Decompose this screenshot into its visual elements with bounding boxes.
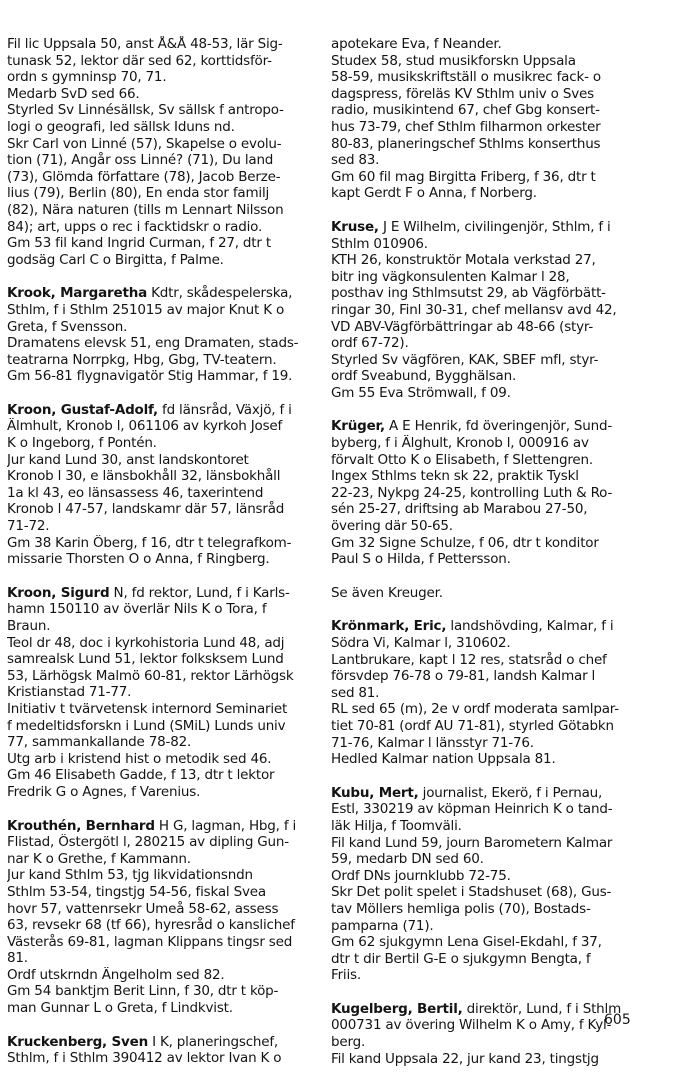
- entry: [7, 1034, 305, 1067]
- entry-line: Krönmark, Eric, landshövding, Kalmar, f i: [331, 618, 614, 635]
- entry-line: tav Möllers hemliga polis (70), Bostads-: [331, 900, 591, 917]
- entry: [331, 785, 631, 984]
- entry-name: Kroon, Sigurd: [7, 584, 110, 601]
- entry-line: Gm 46 Elisabeth Gadde, f 13, dtr t lektor: [7, 767, 275, 784]
- entry-line: apotekare Eva, f Neander.: [331, 36, 502, 52]
- entry-line: 63, revsekr 68 (tf 66), hyresråd o kanslichef: [7, 917, 295, 934]
- entry-name: Kroon, Gustaf-Adolf,: [7, 401, 158, 418]
- entry-line: Se även Kreuger.: [331, 584, 443, 601]
- entry-line: försvdep 76-78 o 79-81, landsh Kalmar l: [331, 668, 596, 685]
- entry-line: 1a kl 43, eo länsassess 46, taxerintend: [7, 484, 264, 501]
- entry-line: VD ABV-Vägförbättringar ab 48-66 (styr-: [331, 318, 594, 335]
- entry-line: Skr Det polit spelet i Stadshuset (68), Gus-: [331, 884, 612, 901]
- entry-line: Medarb SvD sed 66.: [7, 85, 140, 102]
- entry-line: f medeltidsforskn i Lund (SMiL) Lunds univ: [7, 717, 286, 734]
- entry-line: sed 81.: [331, 684, 380, 701]
- entry-name: Krüger,: [331, 418, 385, 435]
- entry-name: Krook, Margaretha: [7, 285, 148, 302]
- entry-line: Kruckenberg, Sven I K, planeringschef,: [7, 1033, 279, 1050]
- entry-line: Sthlm 53-54, tingstjg 54-56, fiskal Svea: [7, 883, 266, 900]
- entry-line: Krook, Margaretha Kdtr, skådespelerska,: [7, 285, 293, 302]
- entry: [7, 402, 305, 568]
- entry-line: 80-83, planeringschef Sthlms konserthus: [331, 135, 601, 152]
- entry-line: dtr t dir Bertil G-E o sjukgymn Bengta, f: [331, 950, 591, 967]
- entry-line: Hedled Kalmar nation Uppsala 81.: [331, 751, 556, 768]
- entry-line: övering där 50-65.: [331, 518, 453, 535]
- entry-line: nar K o Grethe, f Kammann.: [7, 850, 191, 867]
- entry-name: Krouthén, Bernhard: [7, 817, 155, 834]
- entry-line: 71-72.: [7, 518, 50, 535]
- entry-line: Initiativ t tvärvetensk internord Seminariet: [7, 700, 288, 717]
- entry-line: 000731 av övering Wilhelm K o Amy, f Kyl-: [331, 1017, 612, 1034]
- entry-line: (73), Glömda författare (78), Jacob Berze-: [7, 168, 281, 185]
- entry-line: Teol dr 48, doc i kyrkohistoria Lund 48, adj: [7, 634, 285, 651]
- entry-line: Gm 60 fil mag Birgitta Friberg, f 36, dtr t: [331, 168, 596, 185]
- entry-line: byberg, f i Älghult, Kronob l, 000916 av: [331, 435, 589, 452]
- entry-line: Gm 62 sjukgymn Lena Gisel-Ekdahl, f 37,: [331, 934, 602, 951]
- entry-line: Studex 58, stud musikforskn Uppsala: [331, 52, 576, 69]
- entry-line: Estl, 330219 av köpman Heinrich K o tand-: [331, 801, 613, 818]
- entry-line: Lantbrukare, kapt l 12 res, statsråd o chef: [331, 651, 607, 668]
- entry-line: Flistad, Östergötl l, 280215 av dipling Gun-: [7, 834, 289, 851]
- entry-line: samrealsk Lund 51, lektor folksksem Lund: [7, 651, 284, 668]
- entry-line: 59, medarb DN sed 60.: [331, 851, 484, 868]
- entry-line: 81.: [7, 950, 28, 967]
- entry-line: ordn s gymninsp 70, 71.: [7, 69, 167, 86]
- entry-line: dagspress, föreläs KV Sthlm univ o Sves: [331, 85, 594, 102]
- entry: [7, 585, 305, 801]
- entry-line: Ordf DNs journklubb 72-75.: [331, 867, 511, 884]
- entry-line: pamparna (71).: [331, 917, 434, 934]
- entry: [331, 219, 631, 402]
- entry-line: 22-23, Nykpg 24-25, kontrolling Luth & Ro-: [331, 484, 613, 501]
- entry-line: sed 83.: [331, 152, 380, 169]
- entry-line: tion (71), Angår oss Linné? (71), Du land: [7, 152, 274, 169]
- right-column: [331, 36, 631, 1084]
- entry-line: Västerås 69-81, lagman Klippans tingsr sed: [7, 933, 293, 950]
- entry: [7, 818, 305, 1017]
- entry-name: Kubu, Mert,: [331, 784, 419, 801]
- entry: [331, 36, 631, 202]
- entry-line: hamn 150110 av överlär Nils K o Tora, f: [7, 601, 267, 618]
- entry: [331, 1001, 631, 1067]
- entry-line: Ordf utskrndn Ängelholm sed 82.: [7, 966, 225, 983]
- entry-line: berg.: [331, 1034, 366, 1051]
- entry: [7, 285, 305, 385]
- entry: [331, 585, 631, 602]
- entry-line: Styrled Sv Linnésällsk, Sv sällsk f antropo-: [7, 102, 284, 119]
- entry-line: Styrled Sv vägfören, KAK, SBEF mfl, styr-: [331, 351, 599, 368]
- entry-line: lius (79), Berlin (80), En enda stor familj: [7, 185, 270, 202]
- entry-name: Kugelberg, Bertil,: [331, 1000, 463, 1017]
- entry-line: (82), Nära naturen (tills m Lennart Nilsson: [7, 201, 284, 218]
- entry-line: Jur kand Sthlm 53, tjg likvidationsndn: [7, 867, 253, 884]
- entry-line: hus 73-79, chef Sthlm filharmon orkester: [331, 118, 601, 135]
- entry-line: Kugelberg, Bertil, direktör, Lund, f i Sthlm: [331, 1000, 622, 1017]
- entry-line: tiet 70-81 (ordf AU 71-81), styrled Götabkn: [331, 717, 614, 734]
- entry-line: Jur kand Lund 30, anst landskontoret: [7, 451, 249, 468]
- entry-line: K o Ingeborg, f Pontén.: [7, 435, 157, 452]
- entry-line: Kroon, Gustaf-Adolf, fd länsråd, Växjö, f i: [7, 401, 292, 418]
- entry-line: Sthlm 010906.: [331, 235, 428, 252]
- entry-line: Fredrik G o Agnes, f Varenius.: [7, 783, 201, 800]
- entry-line: Kronob l 30, e länsbokhåll 32, länsbokhåll: [7, 468, 281, 485]
- entry-line: hovr 57, vattenrsekr Umeå 58-62, assess: [7, 900, 279, 917]
- entry-line: Gm 54 banktjm Berit Linn, f 30, dtr t köp-: [7, 983, 279, 1000]
- entry-line: Fil kand Uppsala 22, jur kand 23, tingstjg: [331, 1050, 599, 1067]
- entry-name: Krönmark, Eric,: [331, 618, 447, 635]
- entry-line: tunask 52, lektor där sed 62, korttidsför-: [7, 52, 272, 69]
- entry-line: logi o geografi, led sällsk Iduns nd.: [7, 118, 235, 135]
- entry-line: Fil lic Uppsala 50, anst Å&Å 48-53, lär Sig-: [7, 36, 283, 52]
- entry-line: Ingex Sthlms tekn sk 22, praktik Tyskl: [331, 468, 579, 485]
- entry-line: Gm 56-81 flygnavigatör Stig Hammar, f 19.: [7, 368, 293, 385]
- entry-line: Paul S o Hilda, f Pettersson.: [331, 551, 511, 568]
- entry-line: Gm 38 Karin Öberg, f 16, dtr t telegrafkom-: [7, 534, 292, 551]
- entry-line: ringar 30, Finl 30-31, chef mellansv avd 42,: [331, 301, 617, 318]
- entry-line: Dramatens elevsk 51, eng Dramaten, stads-: [7, 335, 299, 352]
- entry-line: 71-76, Kalmar l länsstyr 71-76.: [331, 734, 534, 751]
- entry-line: RL sed 65 (m), 2e v ordf moderata samlpar-: [331, 701, 619, 718]
- entry-line: Fil kand Lund 59, journ Barometern Kalmar: [331, 834, 613, 851]
- entry: [331, 418, 631, 567]
- entry-name: Kruckenberg, Sven: [7, 1033, 148, 1050]
- entry-line: 58-59, musikskriftställ o musikrec fack- o: [331, 69, 601, 86]
- entry-line: man Gunnar L o Greta, f Lindkvist.: [7, 1000, 233, 1017]
- entry-line: förvalt Otto K o Elisabeth, f Slettengren.: [331, 451, 593, 468]
- entry-line: Kronob l 47-57, landskamr där 57, länsråd: [7, 501, 285, 518]
- page-number: 605: [604, 1012, 631, 1028]
- entry-line: Södra Vi, Kalmar l, 310602.: [331, 635, 511, 651]
- left-column: [7, 36, 305, 1084]
- entry-line: Gm 53 fil kand Ingrid Curman, f 27, dtr t: [7, 235, 271, 252]
- entry: [331, 618, 631, 767]
- entry-line: Sthlm, f i Sthlm 390412 av lektor Ivan K o: [7, 1050, 282, 1067]
- entry-line: bitr ing vägkonsulenten Kalmar l 28,: [331, 268, 570, 285]
- entry: [7, 36, 305, 268]
- entry-line: KTH 26, konstruktör Motala verkstad 27,: [331, 252, 596, 269]
- entry-line: Kruse, J E Wilhelm, civilingenjör, Sthlm, f i: [331, 218, 611, 235]
- entry-line: radio, musikintend 67, chef Gbg konsert-: [331, 102, 600, 119]
- entry-line: Krüger, A E Henrik, fd överingenjör, Sund-: [331, 418, 613, 435]
- entry-line: Gm 32 Signe Schulze, f 06, dtr t konditor: [331, 534, 599, 551]
- entry-line: godsäg Carl C o Birgitta, f Palme.: [7, 251, 224, 268]
- entry-line: Greta, f Svensson.: [7, 318, 128, 335]
- entry-line: Skr Carl von Linné (57), Skapelse o evolu-: [7, 135, 282, 152]
- entry-line: kapt Gerdt F o Anna, f Norberg.: [331, 185, 537, 202]
- entry-line: Älmhult, Kronob l, 061106 av kyrkoh Josef: [7, 418, 283, 435]
- entry-line: Gm 55 Eva Strömwall, f 09.: [331, 384, 511, 401]
- entry-line: missarie Thorsten O o Anna, f Ringberg.: [7, 551, 270, 568]
- entry-line: 53, Lärhögsk Malmö 60-81, rektor Lärhögsk: [7, 667, 294, 684]
- entry-line: Kristianstad 71-77.: [7, 684, 132, 701]
- entry-line: ordf 67-72).: [331, 335, 409, 352]
- entry-line: 84); art, upps o rec i facktidskr o radio.: [7, 218, 263, 235]
- entry-line: Friis.: [331, 967, 361, 984]
- entry-line: sén 25-27, driftsing ab Marabou 27-50,: [331, 501, 588, 518]
- entry-line: läk Hilja, f Toomväli.: [331, 817, 462, 834]
- entry-line: Sthlm, f i Sthlm 251015 av major Knut K o: [7, 301, 285, 318]
- entry-line: 77, sammankallande 78-82.: [7, 734, 192, 751]
- entry-line: Kroon, Sigurd N, fd rektor, Lund, f i Karls-: [7, 584, 290, 601]
- entry-name: Kruse,: [331, 218, 379, 235]
- entry-line: ordf Sveabund, Bygghälsan.: [331, 368, 517, 385]
- entry-line: posthav ing Sthlmsutst 29, ab Vägförbätt-: [331, 285, 606, 302]
- entry-line: Krouthén, Bernhard H G, lagman, Hbg, f i: [7, 817, 297, 834]
- entry-line: teatrarna Norrpkg, Hbg, Gbg, TV-teatern.: [7, 351, 277, 368]
- entry-line: Kubu, Mert, journalist, Ekerö, f i Pernau,: [331, 784, 603, 801]
- entry-line: Braun.: [7, 618, 51, 634]
- entry-line: Utg arb i kristend hist o metodik sed 46.: [7, 750, 272, 767]
